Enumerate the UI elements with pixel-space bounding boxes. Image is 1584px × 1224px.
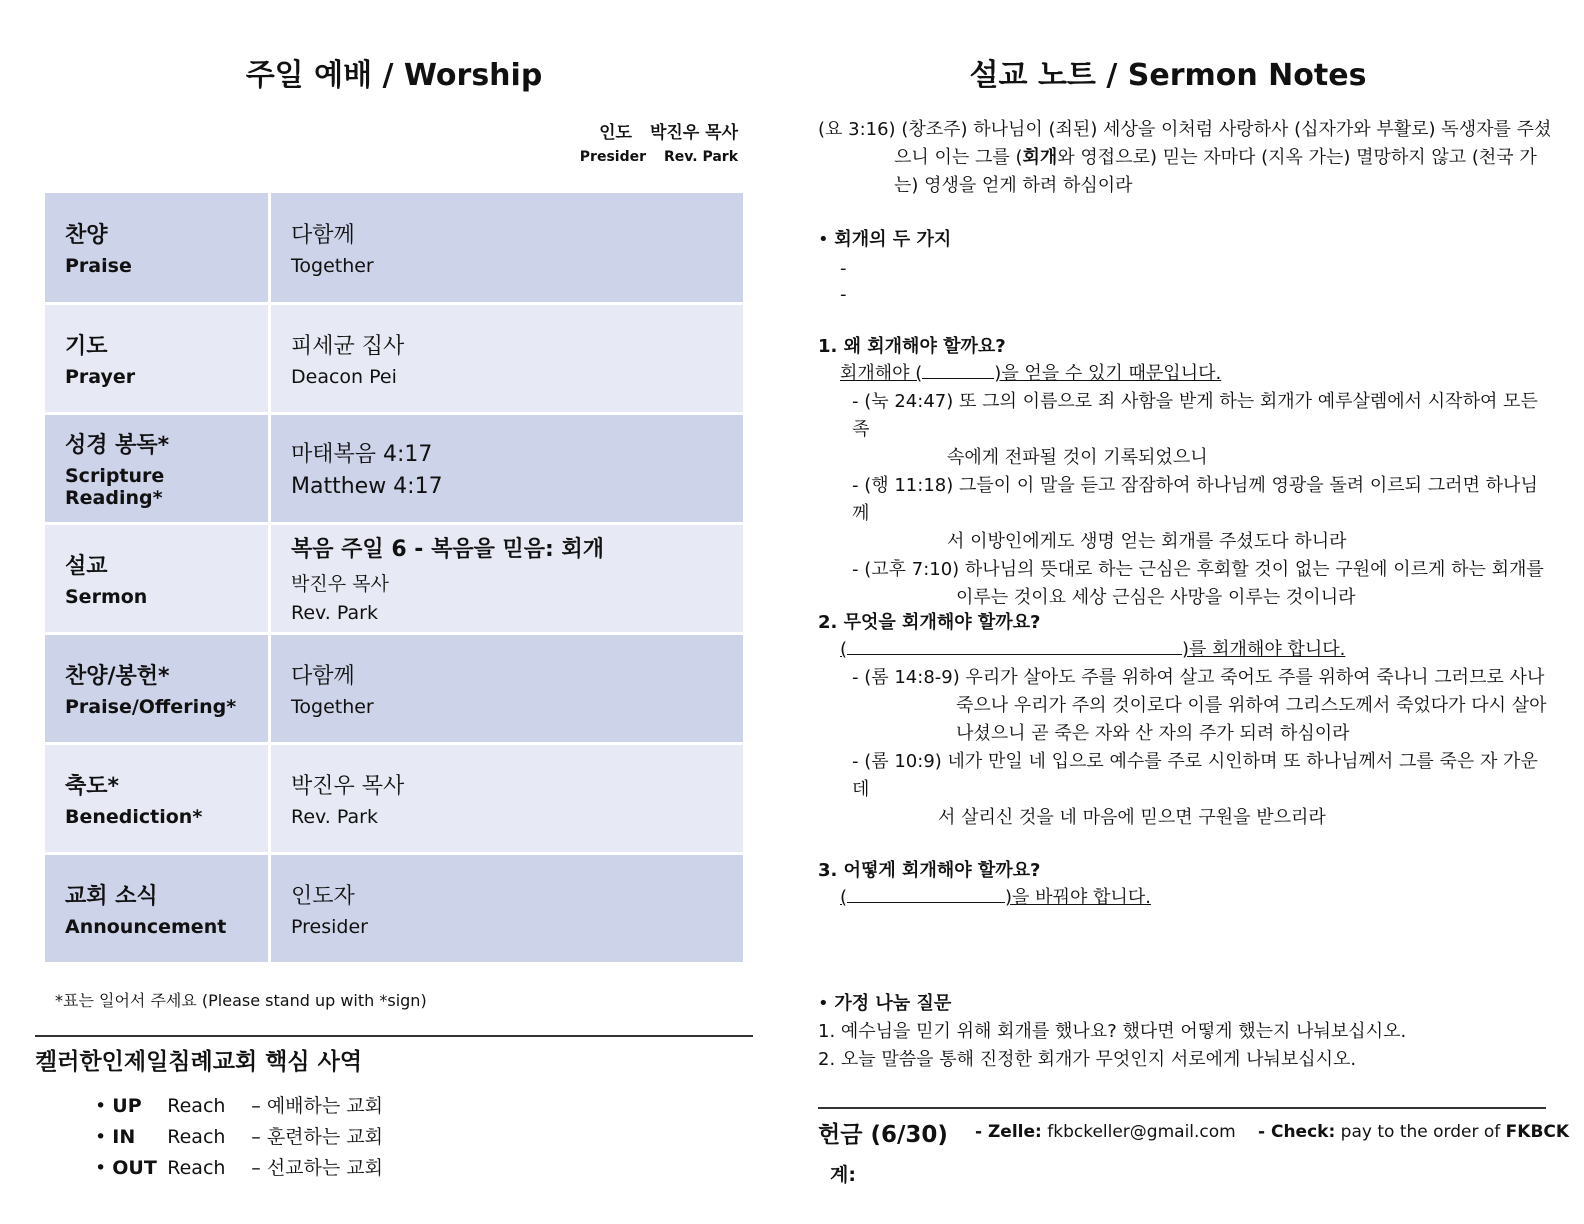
mission-desc: 선교하는 교회	[266, 1157, 383, 1179]
order-value-ko: 박진우 목사	[291, 573, 389, 595]
order-value-en: Together	[291, 695, 374, 718]
order-row-benediction	[45, 743, 743, 853]
family-question-1: 1. 예수님을 믿기 위해 회개를 했나요? 했다면 어떻게 했는지 나눠보십시오.	[818, 1021, 1407, 1042]
order-label-ko: 축도*	[65, 773, 120, 799]
bullet-icon: •	[95, 1095, 107, 1117]
order-label-en: Announcement	[65, 915, 227, 938]
order-label-ko: 기도	[65, 333, 108, 359]
ref-text: 나셨으니 곧 죽은 자와 산 자의 주가 되려 하심이라	[956, 723, 1350, 744]
stand-note: *표는 일어서 주세요 (Please stand up with *sign)	[55, 991, 427, 1010]
check-info	[1258, 1122, 1569, 1142]
order-value-ko: 인도자	[291, 883, 355, 909]
ref: - (눅 24:47)	[852, 391, 954, 412]
fill-text: (	[840, 639, 848, 660]
ref-text: 죽으나 우리가 주의 것이로다 이를 위하여 그리스도께서 죽었다가 다시 살아	[956, 695, 1547, 716]
verse-block	[818, 116, 1558, 200]
verse-line: 으니 이는 그를 (	[894, 147, 1023, 168]
mission-reach: Reach	[167, 1095, 226, 1117]
mission-dash: –	[251, 1126, 261, 1148]
fill-text: )을 바꿔야 합니다.	[1005, 887, 1151, 908]
family-label: 가정 나눔 질문	[834, 993, 952, 1014]
offering-total-label: 계:	[830, 1164, 856, 1186]
mission-key: OUT	[112, 1157, 157, 1179]
order-value-en: Matthew 4:17	[291, 474, 443, 499]
bullet-icon: •	[95, 1157, 107, 1179]
mission-item-in	[95, 1122, 383, 1149]
mission-desc: 훈련하는 교회	[266, 1126, 383, 1148]
mission-item-out	[95, 1153, 383, 1180]
worship-title: 주일 예배 / Worship	[245, 58, 543, 93]
order-value-en: Presider	[291, 915, 368, 938]
verse-line: 와 영접으로) 믿는 자마다 (지옥 가는) 멸망하지 않고 (천국 가	[1057, 147, 1537, 168]
order-row-sermon	[45, 523, 743, 633]
order-row-offering	[45, 633, 743, 743]
ref-text: 속에게 전파될 것이 기록되었으니	[947, 447, 1208, 468]
verse-line: (창조주) 하나님이 (죄된) 세상을 이처럼 사랑하사 (십자가와 부활로) 독생자를 주셨	[901, 119, 1552, 140]
order-label-en: Sermon	[65, 585, 148, 608]
q1-fill-line	[840, 360, 1221, 388]
ref-text: 하나님의 뜻대로 하는 근심은 후회할 것이 없는 구원에 이르게 하는 회개를	[964, 559, 1544, 580]
mission-reach: Reach	[167, 1126, 226, 1148]
order-value-en: Deacon Pei	[291, 365, 397, 388]
two-kinds-heading	[818, 226, 951, 254]
ref: - (롬 10:9)	[852, 751, 942, 772]
presider-name-ko: 박진우 목사	[649, 123, 738, 143]
ref: - (고후 7:10)	[852, 559, 960, 580]
ref-text: 서 살리신 것을 네 마음에 믿으면 구원을 받으리라	[938, 807, 1326, 828]
q2-refs	[852, 664, 1552, 832]
sermon-notes-title: 설교 노트 / Sermon Notes	[969, 58, 1367, 93]
verse-keyword: 회개	[1022, 147, 1058, 168]
mission-key: IN	[112, 1126, 136, 1148]
ref-text: 또 그의 이름으로 죄 사함을 받게 하는 회개가 예루살렘에서 시작하여 모든 족	[852, 391, 1538, 440]
fill-text: )을 얻을 수 있기 때문입니다.	[994, 363, 1222, 384]
order-label-en: Praise/Offering*	[65, 695, 237, 718]
fill-blank[interactable]	[847, 902, 1005, 903]
order-value-ko: 박진우 목사	[291, 773, 405, 799]
check-value: pay to the order of	[1340, 1122, 1501, 1142]
worship-order-table	[45, 193, 743, 965]
bullet-icon: •	[818, 229, 829, 250]
ref-text: 서 이방인에게도 생명 얻는 회개를 주셨도다 하니라	[947, 531, 1347, 552]
order-label-en: Praise	[65, 254, 132, 277]
sermon-title: 복음 주일 6 - 복음을 믿음: 회개	[291, 537, 604, 562]
order-value-ko: 다함께	[291, 222, 355, 248]
mission-dash: –	[251, 1157, 261, 1179]
order-label-ko: 설교	[65, 553, 108, 579]
order-row-prayer	[45, 303, 743, 413]
q1-refs	[852, 388, 1552, 612]
presider-label-ko: 인도	[599, 123, 632, 143]
two-kinds-item-2: -	[840, 284, 847, 305]
order-label-ko: 찬양/봉헌*	[65, 663, 170, 689]
fill-text: (	[840, 887, 848, 908]
question-2: 2. 무엇을 회개해야 할까요?	[818, 612, 1041, 633]
order-row-praise	[45, 193, 743, 303]
order-value-en: Rev. Park	[291, 805, 378, 828]
order-label-en: Benediction*	[65, 805, 203, 828]
ref-text: 우리가 살아도 주를 위하여 살고 죽어도 주를 위하여 죽나니 그러므로 사나	[965, 667, 1545, 688]
zelle-email: fkbckeller@gmail.com	[1047, 1122, 1236, 1142]
mission-key: UP	[112, 1095, 142, 1117]
fill-blank[interactable]	[922, 378, 994, 379]
question-1: 1. 왜 회개해야 할까요?	[818, 336, 1006, 357]
presider-label-en: Presider	[579, 149, 646, 165]
q2-fill-line	[840, 636, 1345, 664]
left-divider	[35, 1035, 753, 1037]
zelle-info	[975, 1122, 1236, 1142]
q3-fill-line	[840, 884, 1151, 912]
order-value-en: Together	[291, 254, 374, 277]
check-label: - Check:	[1258, 1122, 1336, 1142]
family-question-2: 2. 오늘 말씀을 통해 진정한 회개가 무엇인지 서로에게 나눠보십시오.	[818, 1049, 1357, 1070]
mission-reach: Reach	[167, 1157, 226, 1179]
mission-dash: –	[251, 1095, 261, 1117]
ref-text: 네가 만일 네 입으로 예수를 주로 시인하며 또 하나님께서 그를 죽은 자 가운데	[852, 751, 1538, 800]
fill-text: 회개해야 (	[840, 363, 923, 384]
order-value-en: Rev. Park	[291, 602, 378, 624]
ref-text: 이루는 것이요 세상 근심은 사망을 이루는 것이니라	[956, 587, 1356, 608]
order-row-scripture	[45, 413, 743, 523]
order-label-en: Scripture Reading*	[65, 464, 165, 509]
mission-item-up	[95, 1091, 383, 1118]
zelle-label: - Zelle:	[975, 1122, 1042, 1142]
bullet-icon: •	[818, 993, 829, 1014]
ref: - (롬 14:8-9)	[852, 667, 960, 688]
order-value-ko: 피세균 집사	[291, 333, 405, 359]
mission-desc: 예배하는 교회	[266, 1095, 383, 1117]
offering-title: 헌금 (6/30)	[818, 1122, 948, 1148]
mission-title: 켈러한인제일침례교회 핵심 사역	[35, 1049, 363, 1075]
fill-blank[interactable]	[847, 654, 1182, 655]
verse-ref: (요 3:16)	[818, 119, 896, 140]
ref-text: 그들이 이 말을 듣고 잠잠하여 하나님께 영광을 돌려 이르되 그러면 하나님께	[852, 475, 1538, 524]
bullet-icon: •	[95, 1126, 107, 1148]
presider-block	[580, 118, 738, 165]
two-kinds-item-1: -	[840, 258, 847, 279]
order-label-ko: 찬양	[65, 222, 108, 248]
verse-line: 는) 영생을 얻게 하려 하심이라	[894, 175, 1133, 196]
question-3: 3. 어떻게 회개해야 할까요?	[818, 860, 1041, 881]
fill-text: )를 회개해야 합니다.	[1182, 639, 1346, 660]
presider-name-en: Rev. Park	[664, 149, 738, 165]
two-kinds-label: 회개의 두 가지	[834, 229, 952, 250]
order-value-ko: 다함께	[291, 663, 355, 689]
order-label-ko: 성경 봉독*	[65, 432, 170, 458]
right-divider	[818, 1107, 1546, 1109]
family-heading	[818, 990, 951, 1018]
order-value-ko: 마태복음 4:17	[291, 442, 433, 467]
order-label-ko: 교회 소식	[65, 883, 158, 909]
order-row-announcement	[45, 853, 743, 963]
check-payee: FKBCK	[1505, 1122, 1570, 1142]
order-label-en: Prayer	[65, 365, 136, 388]
ref: - (행 11:18)	[852, 475, 954, 496]
